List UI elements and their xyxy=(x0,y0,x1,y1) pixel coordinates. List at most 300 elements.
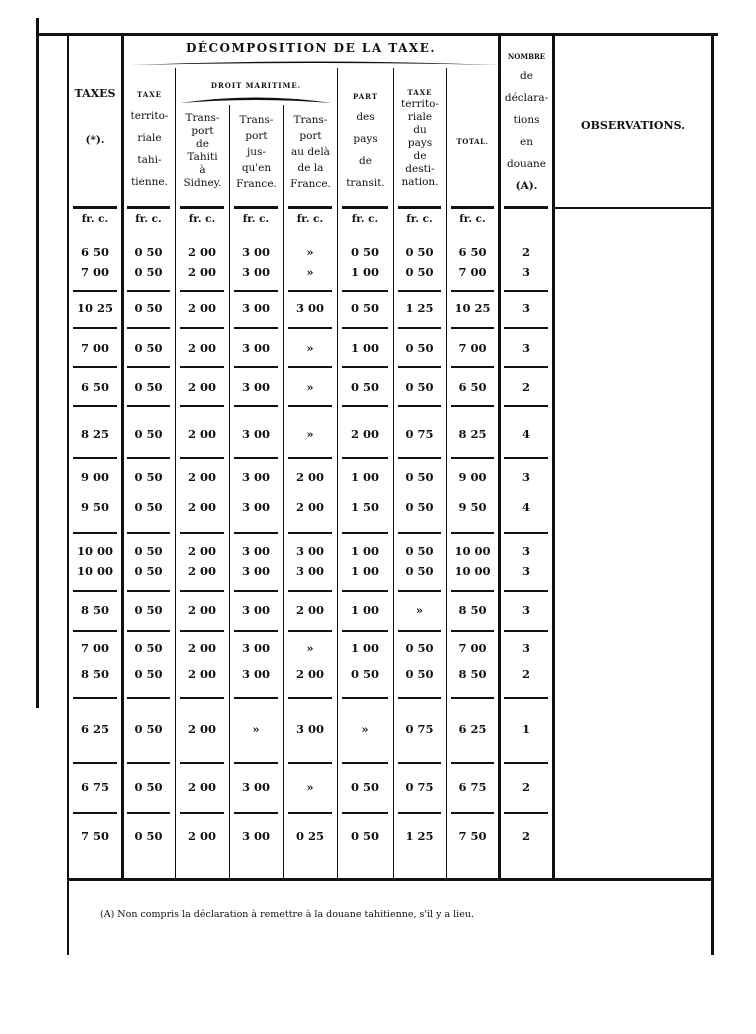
col-line: Trans- xyxy=(185,112,220,124)
group-rule xyxy=(127,327,170,329)
col-line: Trans- xyxy=(239,114,274,126)
group-rule xyxy=(127,630,170,632)
col-head-transport-dela xyxy=(284,112,337,192)
group-rule xyxy=(288,630,332,632)
group-rule xyxy=(127,457,170,459)
table-cell: » xyxy=(415,603,424,617)
table-cell: 0 50 xyxy=(350,667,379,681)
table-cell: 2 00 xyxy=(295,500,324,514)
group-rule xyxy=(180,812,224,814)
group-rule xyxy=(504,532,548,534)
table-cell: 8 50 xyxy=(80,603,109,617)
col-line: transit. xyxy=(346,177,385,189)
group-rule xyxy=(73,812,117,814)
table-cell: 3 00 xyxy=(241,829,270,843)
group-rule xyxy=(234,405,278,407)
group-rule xyxy=(398,630,441,632)
table-cell: 2 00 xyxy=(187,427,216,441)
col-line: des xyxy=(356,111,375,123)
unit-label: fr. c. xyxy=(242,213,270,225)
table-cell: 3 00 xyxy=(241,470,270,484)
table-cell: 2 00 xyxy=(187,667,216,681)
group-rule xyxy=(234,697,278,699)
decomposition-header: DÉCOMPOSITION DE LA TAXE. xyxy=(185,41,437,55)
table-cell: 0 50 xyxy=(405,245,434,259)
col-line: de xyxy=(196,138,209,150)
table-cell: 3 00 xyxy=(241,500,270,514)
col-head-nombre xyxy=(501,52,552,197)
col-line: qu'en xyxy=(241,162,272,174)
table-cell: 3 xyxy=(521,470,530,484)
table-cell: 3 00 xyxy=(241,564,270,578)
group-rule xyxy=(234,630,278,632)
table-cell: » xyxy=(306,780,314,794)
group-rule xyxy=(73,532,117,534)
group-rule xyxy=(73,762,117,764)
table-cell: 3 xyxy=(521,544,530,558)
table-cell: 0 50 xyxy=(134,470,163,484)
table-cell: 0 50 xyxy=(405,544,434,558)
left-border xyxy=(67,35,69,955)
group-rule xyxy=(288,327,332,329)
col-line: France. xyxy=(236,178,277,190)
table-cell: 0 50 xyxy=(134,341,163,355)
col-head-transport-france xyxy=(230,112,283,192)
group-rule xyxy=(398,697,441,699)
table-cell: 0 25 xyxy=(295,829,324,843)
table-cell: 0 50 xyxy=(405,380,434,394)
footnote: (A) Non compris la déclaration à remettre à la douane tahitienne, s'il y a lieu. xyxy=(100,909,474,920)
col-line: à xyxy=(199,164,206,176)
table-cell: 0 50 xyxy=(350,301,379,315)
table-cell: 1 25 xyxy=(405,829,434,843)
table-cell: 2 00 xyxy=(187,341,216,355)
table-cell: 6 25 xyxy=(458,722,487,736)
table-cell: 1 00 xyxy=(350,564,379,578)
table-cell: 3 xyxy=(521,265,530,279)
col-line: riale xyxy=(137,132,162,144)
table-cell: 6 75 xyxy=(80,780,109,794)
col-line: du xyxy=(413,124,427,136)
group-rule xyxy=(288,697,332,699)
table-cell: 3 00 xyxy=(295,722,324,736)
header-rule xyxy=(504,206,548,209)
col-line: Trans- xyxy=(293,114,328,126)
col-line: riale xyxy=(407,111,433,123)
group-rule xyxy=(342,812,388,814)
table-cell: 10 00 xyxy=(454,564,491,578)
col-line: Tahiti xyxy=(187,151,218,163)
col-line: tienne. xyxy=(131,176,168,188)
table-cell: 1 00 xyxy=(350,470,379,484)
table-cell: 1 00 xyxy=(350,603,379,617)
table-cell: 6 50 xyxy=(80,245,109,259)
group-rule xyxy=(180,327,224,329)
col-line: douane xyxy=(506,158,547,170)
group-rule xyxy=(180,697,224,699)
table-cell: 2 00 xyxy=(187,780,216,794)
group-rule xyxy=(342,762,388,764)
table-cell: » xyxy=(306,245,314,259)
table-cell: 3 xyxy=(521,641,530,655)
table-cell: 0 50 xyxy=(405,667,434,681)
table-cell: 7 50 xyxy=(458,829,487,843)
observations-header: OBSERVATIONS. xyxy=(581,119,685,132)
col-line: port xyxy=(299,130,322,142)
group-rule xyxy=(342,590,388,592)
group-rule xyxy=(398,290,441,292)
table-cell: 8 25 xyxy=(80,427,109,441)
table-cell: 0 50 xyxy=(405,265,434,279)
group-rule xyxy=(73,457,117,459)
group-rule xyxy=(234,327,278,329)
group-rule xyxy=(451,327,494,329)
table-cell: 8 50 xyxy=(458,603,487,617)
table-cell: 0 50 xyxy=(134,722,163,736)
group-rule xyxy=(342,366,388,368)
col-title: TAXE xyxy=(136,90,163,99)
header-rule xyxy=(451,206,494,209)
group-rule xyxy=(180,457,224,459)
group-rule xyxy=(451,762,494,764)
group-rule xyxy=(127,405,170,407)
table-cell: 0 50 xyxy=(134,427,163,441)
group-rule xyxy=(127,590,170,592)
group-rule xyxy=(288,590,332,592)
droit-maritime-swash xyxy=(180,94,332,106)
table-cell: » xyxy=(306,265,314,279)
group-rule xyxy=(288,290,332,292)
table-cell: 2 00 xyxy=(187,265,216,279)
col-line: nation. xyxy=(401,176,439,188)
table-cell: 2 xyxy=(521,780,530,794)
col-title: TAXE xyxy=(407,88,433,97)
group-rule xyxy=(342,697,388,699)
group-rule xyxy=(342,457,388,459)
group-rule xyxy=(451,630,494,632)
table-cell: 2 00 xyxy=(295,667,324,681)
table-bottom-rule xyxy=(68,878,712,881)
table-cell: 3 00 xyxy=(241,544,270,558)
col-line: desti- xyxy=(405,163,435,175)
col-line: de xyxy=(520,70,533,82)
unit-label: fr. c. xyxy=(135,213,162,225)
table-cell: 2 xyxy=(521,380,530,394)
col-line: pays xyxy=(353,133,378,145)
header-rule xyxy=(127,206,170,209)
group-rule xyxy=(180,590,224,592)
group-rule xyxy=(288,457,332,459)
col-line: tahi- xyxy=(137,154,162,166)
group-rule xyxy=(398,327,441,329)
table-cell: 1 25 xyxy=(405,301,434,315)
col-line: tions xyxy=(513,114,540,126)
table-cell: 7 00 xyxy=(80,341,109,355)
droit-maritime-header: DROIT MARITIME. xyxy=(210,81,302,90)
table-cell: 7 00 xyxy=(80,641,109,655)
table-cell: 0 50 xyxy=(134,245,163,259)
table-cell: 7 00 xyxy=(458,641,487,655)
page-edge xyxy=(36,18,39,708)
table-cell: 2 00 xyxy=(187,245,216,259)
group-rule xyxy=(504,290,548,292)
table-cell: 0 50 xyxy=(134,829,163,843)
col-title: NOMBRE xyxy=(507,52,546,61)
group-rule xyxy=(504,812,548,814)
group-rule xyxy=(398,457,441,459)
col-line: (A). xyxy=(515,180,538,192)
group-rule xyxy=(288,366,332,368)
table-cell: 1 00 xyxy=(350,265,379,279)
group-rule xyxy=(234,366,278,368)
table-cell: 0 50 xyxy=(350,780,379,794)
col-line: au delà xyxy=(291,146,330,158)
group-rule xyxy=(451,405,494,407)
header-rule xyxy=(73,206,117,209)
table-cell: 9 50 xyxy=(80,500,109,514)
group-rule xyxy=(288,532,332,534)
table-cell: 0 50 xyxy=(350,380,379,394)
col-line: port xyxy=(245,130,268,142)
group-rule xyxy=(504,697,548,699)
table-cell: 0 75 xyxy=(405,427,434,441)
table-cell: 10 25 xyxy=(76,301,113,315)
table-cell: 0 50 xyxy=(134,380,163,394)
col-line: de xyxy=(359,155,372,167)
table-cell: 6 75 xyxy=(458,780,487,794)
group-rule xyxy=(180,405,224,407)
group-rule xyxy=(73,630,117,632)
table-cell: 0 50 xyxy=(350,829,379,843)
table-cell: 2 00 xyxy=(187,470,216,484)
group-rule xyxy=(451,590,494,592)
unit-label: fr. c. xyxy=(406,213,433,225)
group-rule xyxy=(342,630,388,632)
group-rule xyxy=(451,457,494,459)
group-rule xyxy=(398,762,441,764)
col-head-part-transit xyxy=(338,92,393,194)
group-rule xyxy=(127,532,170,534)
group-rule xyxy=(234,457,278,459)
header-rule xyxy=(180,206,224,209)
table-cell: 3 00 xyxy=(241,341,270,355)
col-line: de la xyxy=(297,162,324,174)
group-rule xyxy=(127,812,170,814)
table-cell: 2 00 xyxy=(295,603,324,617)
unit-label: fr. c. xyxy=(296,213,324,225)
right-border xyxy=(711,35,714,955)
group-rule xyxy=(234,812,278,814)
group-rule xyxy=(504,327,548,329)
table-cell: 0 50 xyxy=(134,780,163,794)
group-rule xyxy=(398,366,441,368)
group-rule xyxy=(504,762,548,764)
group-rule xyxy=(234,532,278,534)
col-head-transport-sidney xyxy=(176,112,229,190)
col-rule xyxy=(552,35,555,878)
group-rule xyxy=(73,590,117,592)
table-cell: 1 50 xyxy=(350,500,379,514)
table-cell: 9 00 xyxy=(80,470,109,484)
table-cell: 3 00 xyxy=(241,245,270,259)
group-rule xyxy=(451,697,494,699)
col-line: pays xyxy=(407,137,433,149)
group-rule xyxy=(451,290,494,292)
col-line: de xyxy=(413,150,427,162)
group-rule xyxy=(234,290,278,292)
table-cell: 10 25 xyxy=(454,301,491,315)
unit-label: fr. c. xyxy=(459,213,486,225)
table-cell: 3 00 xyxy=(241,427,270,441)
group-rule xyxy=(180,366,224,368)
group-rule xyxy=(288,812,332,814)
table-cell: 2 00 xyxy=(187,564,216,578)
table-cell: 6 50 xyxy=(458,245,487,259)
table-cell: 1 xyxy=(521,722,530,736)
table-cell: 0 50 xyxy=(134,544,163,558)
table-cell: 3 00 xyxy=(241,380,270,394)
unit-label: fr. c. xyxy=(188,213,216,225)
table-cell: 4 xyxy=(521,500,530,514)
table-cell: » xyxy=(361,722,369,736)
total-header: TOTAL. xyxy=(456,137,489,146)
table-cell: 0 50 xyxy=(134,641,163,655)
header-rule xyxy=(398,206,441,209)
group-rule xyxy=(127,762,170,764)
table-cell: 3 00 xyxy=(295,301,324,315)
table-cell: 9 00 xyxy=(458,470,487,484)
header-rule xyxy=(342,206,388,209)
group-rule xyxy=(451,366,494,368)
col-line: jus- xyxy=(247,146,266,158)
table-cell: 3 00 xyxy=(241,265,270,279)
taxes-note: (*). xyxy=(85,134,105,146)
table-cell: 6 50 xyxy=(458,380,487,394)
table-cell: 2 00 xyxy=(187,603,216,617)
col-line: territo- xyxy=(130,110,169,122)
table-cell: 0 50 xyxy=(405,341,434,355)
header-rule xyxy=(234,206,278,209)
group-rule xyxy=(73,697,117,699)
top-rule xyxy=(36,33,718,36)
table-cell: 3 00 xyxy=(241,780,270,794)
header-rule xyxy=(288,206,332,209)
col-line: Sidney. xyxy=(183,177,222,189)
table-cell: 2 xyxy=(521,667,530,681)
table-cell: 7 00 xyxy=(458,265,487,279)
group-rule xyxy=(342,327,388,329)
table-cell: 3 00 xyxy=(241,301,270,315)
table-cell: » xyxy=(306,380,314,394)
table-cell: 1 00 xyxy=(350,641,379,655)
table-cell: 0 50 xyxy=(134,667,163,681)
table-cell: 3 00 xyxy=(241,603,270,617)
table-cell: 1 00 xyxy=(350,544,379,558)
group-rule xyxy=(288,405,332,407)
table-cell: 2 00 xyxy=(187,641,216,655)
table-cell: 2 00 xyxy=(350,427,379,441)
table-cell: 0 50 xyxy=(405,564,434,578)
group-rule xyxy=(73,327,117,329)
unit-label: fr. c. xyxy=(351,213,379,225)
table-cell: 8 50 xyxy=(80,667,109,681)
group-rule xyxy=(342,532,388,534)
table-cell: 2 00 xyxy=(187,500,216,514)
group-rule xyxy=(288,762,332,764)
table-cell: » xyxy=(252,722,260,736)
table-cell: 0 50 xyxy=(405,641,434,655)
group-rule xyxy=(504,457,548,459)
table-cell: 7 00 xyxy=(80,265,109,279)
table-cell: 0 75 xyxy=(405,722,434,736)
table-cell: 3 00 xyxy=(241,667,270,681)
group-rule xyxy=(180,630,224,632)
table-cell: » xyxy=(306,427,314,441)
table-cell: 0 50 xyxy=(134,603,163,617)
table-cell: 6 50 xyxy=(80,380,109,394)
table-cell: 10 00 xyxy=(454,544,491,558)
table-cell: 0 50 xyxy=(134,500,163,514)
group-rule xyxy=(342,405,388,407)
table-cell: 4 xyxy=(521,427,530,441)
table-cell: 2 00 xyxy=(187,380,216,394)
group-rule xyxy=(73,405,117,407)
group-rule xyxy=(127,697,170,699)
group-rule xyxy=(234,590,278,592)
col-line: territo- xyxy=(401,98,439,110)
table-cell: 7 50 xyxy=(80,829,109,843)
table-cell: 2 00 xyxy=(187,301,216,315)
table-cell: 3 xyxy=(521,341,530,355)
col-line: déclara- xyxy=(504,92,549,104)
table-cell: 2 00 xyxy=(187,722,216,736)
table-cell: 0 50 xyxy=(134,301,163,315)
table-cell: 0 50 xyxy=(405,470,434,484)
group-rule xyxy=(398,590,441,592)
table-cell: 0 50 xyxy=(350,245,379,259)
group-rule xyxy=(234,762,278,764)
table-cell: 2 00 xyxy=(187,829,216,843)
table-cell: 3 xyxy=(521,564,530,578)
group-rule xyxy=(180,532,224,534)
group-rule xyxy=(398,812,441,814)
unit-label: fr. c. xyxy=(81,213,109,225)
col-head-taxe-tahitienne xyxy=(124,90,175,193)
col-title: PART xyxy=(352,92,379,101)
group-rule xyxy=(398,405,441,407)
decomposition-swash xyxy=(130,58,500,72)
group-rule xyxy=(504,630,548,632)
col-line: port xyxy=(191,125,214,137)
table-cell: 7 00 xyxy=(458,341,487,355)
col-line: France. xyxy=(290,178,331,190)
table-cell: 0 75 xyxy=(405,780,434,794)
table-cell: 0 50 xyxy=(134,265,163,279)
group-rule xyxy=(504,590,548,592)
taxes-header: TAXES xyxy=(74,87,116,100)
table-cell: 2 xyxy=(521,245,530,259)
table-cell: 8 50 xyxy=(458,667,487,681)
group-rule xyxy=(398,532,441,534)
group-rule xyxy=(451,812,494,814)
table-cell: 1 00 xyxy=(350,341,379,355)
table-cell: 3 00 xyxy=(295,544,324,558)
table-cell: 10 00 xyxy=(76,544,113,558)
table-cell: 2 xyxy=(521,829,530,843)
table-cell: 2 00 xyxy=(295,470,324,484)
table-cell: 0 50 xyxy=(405,500,434,514)
table-cell: 3 00 xyxy=(295,564,324,578)
